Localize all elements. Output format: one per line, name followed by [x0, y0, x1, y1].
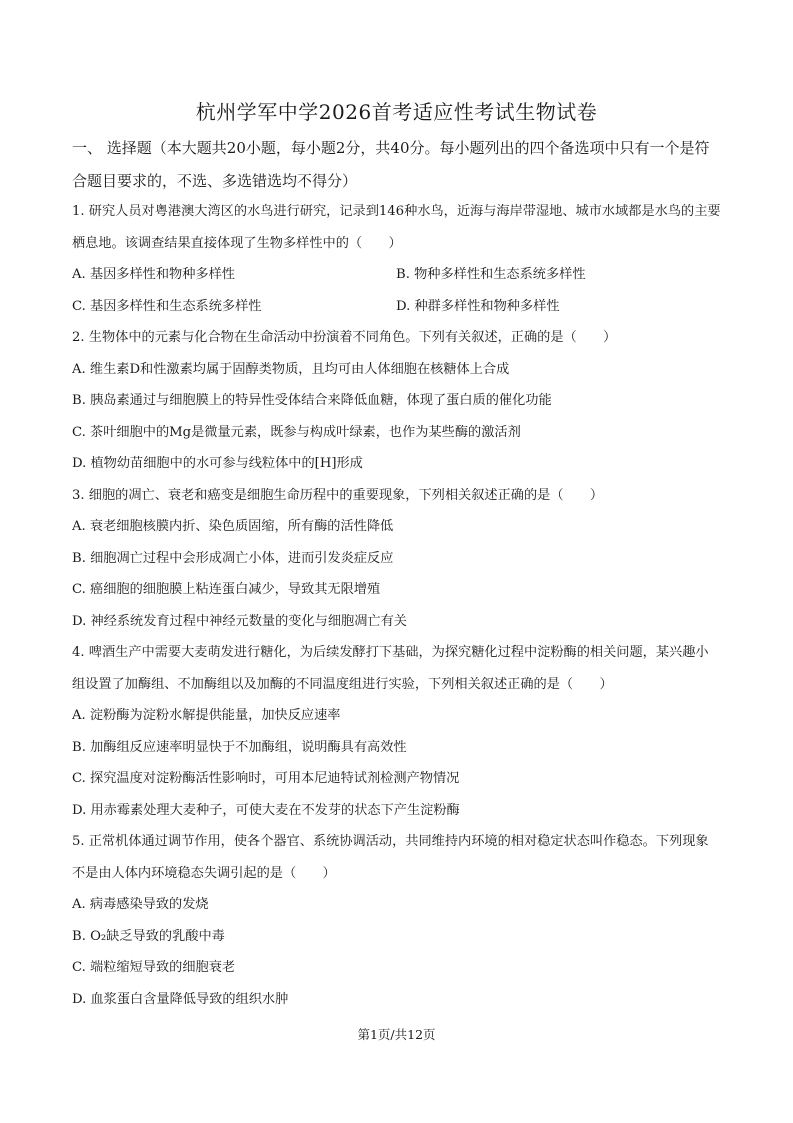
question-stem: 5. 正常机体通过调节作用，使各个器官、系统协调活动，共同维持内环境的相对稳定状态叫作稳态。下列现象不是由人体内环境稳态失调引起的是（ ）: [72, 834, 709, 881]
question-5: [72, 826, 721, 1015]
option-b: B. 加酶组反应速率明显快于不加酶组，说明酶具有高效性: [72, 739, 407, 755]
page-number: 第1页/共12页: [357, 1027, 436, 1042]
option-b: B. 细胞凋亡过程中会形成凋亡小体，进而引发炎症反应: [72, 550, 394, 566]
option-c: C. 端粒缩短导致的细胞衰老: [72, 960, 236, 975]
question-stem: 4. 啤酒生产中需要大麦萌发进行糖化，为后续发酵打下基础，为探究糖化过程中淀粉酶的相关问题，某兴趣小组设置了加酶组、不加酶组以及加酶的不同温度组进行实验，下列相关叙述正确的是（ ）: [72, 645, 709, 692]
option-a: A. 淀粉酶为淀粉水解提供能量，加快反应速率: [72, 708, 341, 723]
option-b: B. O₂缺乏导致的乳酸中毒: [72, 928, 225, 944]
page-title: 杭州学军中学2026首考适应性考试生物试卷: [195, 100, 598, 124]
question-list: [72, 196, 721, 1015]
option-d: D. 植物幼苗细胞中的水可参与线粒体中的[H]形成: [72, 456, 363, 471]
question-3: [72, 480, 721, 638]
option-b: B. 物种多样性和生态系统多样性: [396, 267, 586, 282]
option-d: D. 用赤霉素处理大麦种子，可使大麦在不发芽的状态下产生淀粉酶: [72, 802, 460, 818]
question-2: [72, 322, 721, 480]
option-a: A. 维生素D和性激素均属于固醇类物质，且均可由人体细胞在核糖体上合成: [72, 361, 510, 377]
question-4: [72, 637, 721, 826]
option-d: D. 血浆蛋白含量降低导致的组织水肿: [72, 991, 289, 1007]
option-a: A. 病毒感染导致的发烧: [72, 897, 209, 912]
option-d: D. 种群多样性和物种多样性: [396, 298, 560, 314]
option-a: A. 基因多样性和物种多样性: [72, 267, 235, 282]
option-c: C. 茶叶细胞中的Mg是微量元素，既参与构成叶绿素，也作为某些酶的激活剂: [72, 424, 521, 440]
option-a: A. 衰老细胞核膜内折、染色质固缩，所有酶的活性降低: [72, 519, 394, 534]
question-stem: 1. 研究人员对粤港澳大湾区的水鸟进行研究，记录到146种水鸟，近海与海岸带湿地、城市水域都是水鸟的主要栖息地。该调查结果直接体现了生物多样性中的（ ）: [72, 204, 721, 251]
question-stem: 3. 细胞的凋亡、衰老和癌变是细胞生命历程中的重要现象，下列相关叙述正确的是（ ）: [72, 487, 604, 503]
question-stem: 2. 生物体中的元素与化合物在生命活动中扮演着不同角色。下列有关叙述，正确的是（ ）: [72, 330, 617, 345]
option-c: C. 癌细胞的细胞膜上粘连蛋白减少，导致其无限增殖: [72, 582, 381, 597]
option-c: C. 探究温度对淀粉酶活性影响时，可用本尼迪特试剂检测产物情况: [72, 771, 460, 786]
option-c: C. 基因多样性和生态系统多样性: [72, 298, 262, 314]
section-header: 一、 选择题（本大题共20小题，每小题2分，共40分。每小题列出的四个备选项中只有一个是符合题目要求的，不选、多选错选均不得分）: [72, 139, 710, 190]
question-1: [72, 196, 721, 322]
option-d: D. 神经系统发育过程中神经元数量的变化与细胞凋亡有关: [72, 613, 407, 629]
option-b: B. 胰岛素通过与细胞膜上的特异性受体结合来降低血糖，体现了蛋白质的催化功能: [72, 393, 552, 408]
